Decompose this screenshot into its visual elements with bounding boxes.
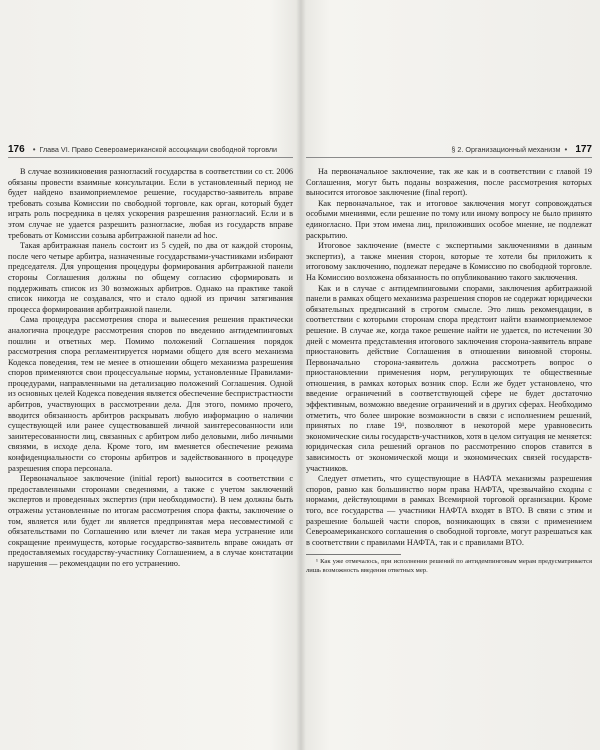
- running-head-right: [306, 142, 592, 158]
- chapter-title: Глава VI. Право Североамериканской ассоциации свободной торговли: [39, 145, 278, 154]
- section-title: § 2. Организационный механизм: [451, 145, 561, 154]
- paragraph: Как первоначальное, так и итоговое заключения могут сопровождаться особыми мнениями, если решение по тому или иному вопросу не было принято единогласно. При этом имена лиц, приложивших особое мнение, не подлежат раскрытию.: [306, 198, 592, 240]
- left-page-body: [8, 167, 293, 570]
- paragraph: Следует отметить, что существующие в НАФТА механизмы разрешения споров, равно как большинство норм права НАФТА, чрезвычайно сходны с нормами, действующими в рамках Всемирной торговой организации. Кроме того, все государства — участники НАФТА входят в ВТО. В связи с этим и разрешение большей части споров, возникающих в связи с применением Североамериканского соглашения о свободной торговле, могут разрешаться как в соответствии с правилами НАФТА, так и с правилами ВТО.: [306, 474, 592, 547]
- paragraph: На первоначальное заключение, так же как и в соответствии с главой 19 Соглашения, могут быть поданы возражения, после рассмотрения которых выносится итоговое заключение (final report).: [306, 167, 592, 198]
- page-number: 176: [8, 144, 25, 155]
- paragraph: Сама процедура рассмотрения спора и вынесения решения практически аналогична процедуре рассмотрения споров по введению антидемпинговых пошлин и ответных мер. Помимо положений Соглашения порядок рассмотрения спора регламентируется нормами общего для всего механизма Кодекса поведения, тем не менее в отношении общего механизма разрешения споров применяются свои процессуальные нормы, установленные Правилами-процедурами, направленными на детализацию положений Соглашения. Одной из основных целей Кодекса поведения является обеспечение беспристрастности арбитров, участвующих в рассмотрении дела. Для этого, помимо прочего, вводится обязанность арбитров раскрывать любую информацию о наличии существующей или ранее существовавшей личной заинтересованности или заинтересованности лиц, связанных с арбитром либо деловыми, либо личными связями, в исходе дела. Кроме того, им вменяется обеспечение режима конфиденциальности со стороны арбитров и задействованного в процедуре разрешения спора персонала.: [8, 315, 293, 473]
- paragraph: В случае возникновения разногласий государства в соответствии со ст. 2006 обязаны провести взаимные консультации. Если в установленный период не будет найдено взаимоприемлемое решение, государство-заявитель вправе требовать созыва Комиссии по свободной торговле, как орган, который будет играть роль посредника в целях ускорения разрешения разногласий. Если и в этом случае не удается разрешить разногласие, любая из государств вправе требовать от Комиссии созыва арбитражной панели ad hoc.: [8, 167, 293, 240]
- paragraph: Такая арбитражная панель состоит из 5 судей, по два от каждой стороны, после чего четыре арбитра, назначенные государствами-участниками избирают председателя. Для упрощения процедуры формирования арбитражной панели стороны Соглашения должны по общему согласию сформировать и поддерживать список из 30 возможных арбитров. Однако на практике такой список никогда не создавался, что и стало одной из причин затягивания процесса формирования арбитражной панели.: [8, 241, 293, 314]
- bullet-separator: •: [32, 145, 36, 154]
- right-page-body: [306, 167, 592, 548]
- right-page: [306, 142, 592, 575]
- paragraph: Итоговое заключение (вместе с экспертными заключениями в данным экспертиз), а также мнения сторон, которые те хотели бы приложить к итоговому заключению, подлежат передаче в Комиссию по свободной торговле. На Комиссию возложена обязанность по опубликованию такого заключения.: [306, 241, 592, 282]
- bullet-separator: •: [564, 145, 568, 154]
- paragraph: Как и в случае с антидемпинговыми спорами, заключения арбитражной панели в рамках общего механизма разрешения споров не содержат юридически обязательных предписаний в строгом смысле. Это лишь рекомендации, в соответствии с которыми сторонам спора предстоит найти взаимоприемлемое решение. В случае же, когда такое решение найти не удается, по истечении 30 дней с момента представления итогового заключения сторона-заявитель вправе приостановить действие Соглашения в отношении виновной стороны. Первоначально сторона-заявитель должна рассмотреть вопрос о приостановлении применения норм, регулирующих те общественные отношения, в рамках которых возник спор. Если же будет установлено, что введение ограничений в соответствующей сфере не будет достаточно эффективным, возможно введение ограничений и в других сферах. Необходимо отметить, что более широкие возможности в связи с исполнением решений, принятых по главе 19¹, позволяют в некоторой мере уравновесить экономические силы государств-участников, хотя в целом ситуация не меняется: юридическая сила решений органов по рассмотрению споров ставится в зависимость от экономической мощи и экономических связей государств-участников.: [306, 283, 592, 473]
- footnote: ¹ Как уже отмечалось, при исполнении решений по антидемпинговым мерам предусматривается лишь возможность введения ответных мер.: [306, 558, 592, 574]
- footnote-divider: [306, 554, 401, 555]
- running-head-left: [8, 142, 293, 158]
- left-page: [8, 142, 293, 570]
- page-number: 177: [575, 144, 592, 155]
- book-gutter: [296, 0, 306, 750]
- paragraph: Первоначальное заключение (initial report) выносится в соответствии с предоставленными сторонами сведениями, а также с учетом заключений экспертов и проведенных экспертиз (при необходимости). В нем должны быть отражены установленные по итогам рассмотрения спора факты, заключение о том, является или будет ли является предпринятая мера несовместимой с обязательствами по Соглашению или влечет ли такая мера устранение или сокращение преимуществ, которые государство-заявитель вправе ожидать от предоставляемых государству-участнику Соглашением, а в случае констатации нарушения — рекомендации по его устранению.: [8, 474, 293, 568]
